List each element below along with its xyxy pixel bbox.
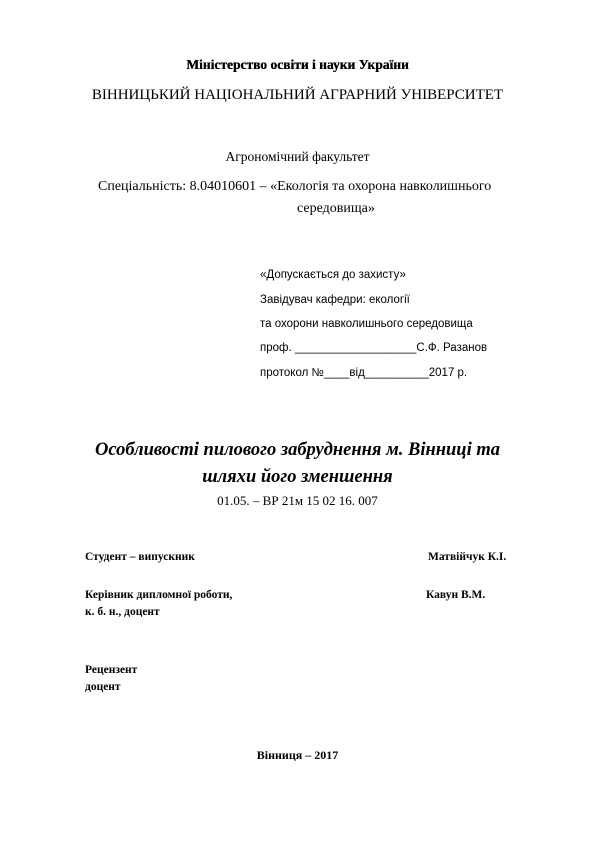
supervisor-name: Кавун В.М.: [426, 589, 486, 601]
supervisor-label: Керівник дипломної роботи,: [85, 589, 233, 601]
approval-line-admit: «Допускається до захисту»: [260, 269, 406, 281]
approval-line-signature: проф. ___________________С.Ф. Разанов: [260, 342, 488, 354]
university-heading: ВІННИЦЬКИЙ НАЦІОНАЛЬНИЙ АГРАРНИЙ УНІВЕРСИТЕТ: [91, 87, 504, 103]
specialty-line-1: Спеціальність: 8.04010601 – «Екологія та охорона навколишнього: [98, 179, 492, 194]
supervisor-title: к. б. н., доцент: [85, 606, 160, 618]
approval-line-head: Завідувач кафедри: екології: [260, 294, 410, 306]
thesis-title-line-2: шляхи його зменшення: [202, 467, 393, 487]
ministry-heading: Міністерство освіти і науки України: [186, 57, 409, 72]
reviewer-title: доцент: [85, 681, 121, 693]
faculty-heading: Агрономічний факультет: [225, 149, 370, 164]
approval-line-protocol: протокол №____від__________2017 р.: [260, 367, 468, 379]
approval-line-department: та охорони навколишнього середовища: [260, 318, 473, 330]
student-name: Матвійчук К.І.: [428, 551, 507, 563]
student-label: Студент – випускник: [85, 551, 195, 563]
thesis-code: 01.05. – ВР 21м 15 02 16. 007: [217, 493, 378, 508]
thesis-title-line-1: Особливості пилового забруднення м. Вінниці та: [95, 440, 500, 460]
reviewer-label: Рецензент: [85, 664, 138, 676]
city-year: Вінниця – 2017: [256, 748, 339, 762]
specialty-line-2: середовища»: [297, 201, 375, 216]
